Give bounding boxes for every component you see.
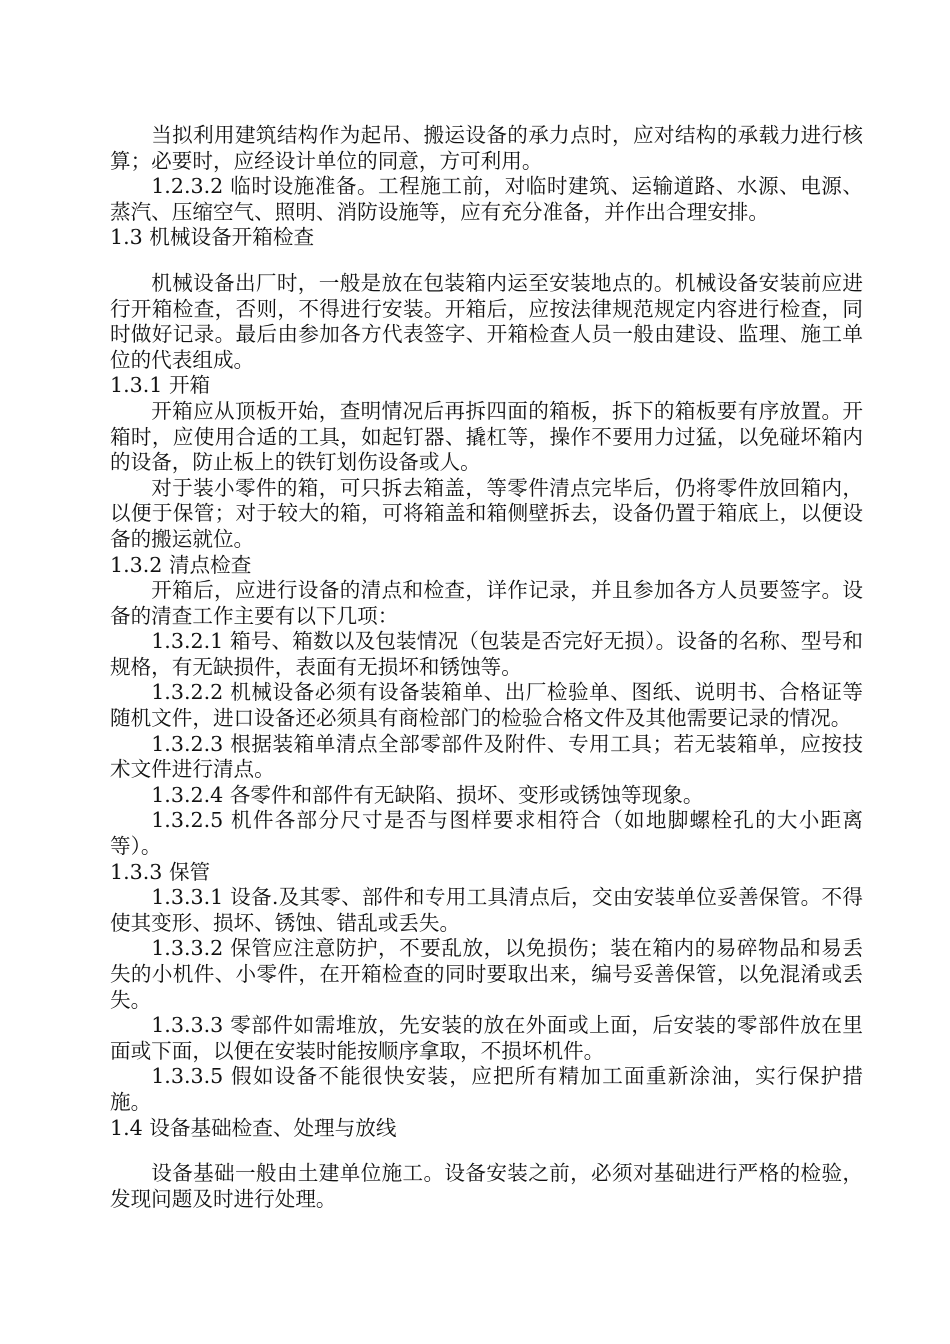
- section-heading-1-3-1: 1.3.1 开箱: [110, 373, 211, 398]
- paragraph-item-1-3-3-1: 1.3.3.1 设备.及其零、部件和专用工具清点后，交由安装单位妥善保管。不得使其变形、损坏、锈蚀、错乱或丢失。: [110, 885, 863, 935]
- section-heading-1-3-3: 1.3.3 保管: [110, 859, 211, 884]
- document-page: [110, 123, 863, 1212]
- paragraph-item-1-3-3-3: 1.3.3.3 零部件如需堆放，先安装的放在外面或上面，后安装的零部件放在里面或下面，以便在安装时能按顺序拿取，不损坏机件。: [110, 1013, 863, 1063]
- paragraph-unboxing-intro: 机械设备出厂时，一般是放在包装箱内运至安装地点的。机械设备安装前应进行开箱检查，否则，不得进行安装。开箱后，应按法律规范规定内容进行检查，同时做好记录。最后由参加各方代表签字、开箱检查人员一般由建设、监理、施工单位的代表组成。: [110, 270, 863, 372]
- paragraph-inventory-intro: 开箱后，应进行设备的清点和检查，详作记录，并且参加各方人员要签字。设备的清查工作主要有以下几项：: [110, 578, 863, 628]
- paragraph-unboxing-procedure: 开箱应从顶板开始，查明情况后再拆四面的箱板，拆下的箱板要有序放置。开箱时，应使用合适的工具，如起钉器、撬杠等，操作不要用力过猛，以免碰坏箱内的设备，防止板上的铁钉划伤设备或人。: [110, 398, 863, 475]
- paragraph-temporary-facilities: 1.2.3.2 临时设施准备。工程施工前，对临时建筑、运输道路、水源、电源、蒸汽、压缩空气、照明、消防设施等，应有充分准备，并作出合理安排。: [110, 174, 863, 224]
- paragraph-item-1-3-2-3: 1.3.2.3 根据装箱单清点全部零部件及附件、专用工具；若无装箱单，应按技术文件进行清点。: [110, 731, 863, 782]
- paragraph-small-parts-box: 对于装小零件的箱，可只拆去箱盖，等零件清点完毕后，仍将零件放回箱内，以便于保管；对于较大的箱，可将箱盖和箱侧壁拆去，设备仍置于箱底上，以便设备的搬运就位。: [110, 475, 863, 551]
- paragraph-item-1-3-3-2: 1.3.3.2 保管应注意防护，不要乱放，以免损伤；装在箱内的易碎物品和易丢失的小机件、小零件，在开箱检查的同时要取出来，编号妥善保管，以免混淆或丢失。: [110, 936, 863, 1012]
- section-heading-1-4: 1.4 设备基础检查、处理与放线: [110, 1115, 397, 1140]
- paragraph-item-1-3-2-2: 1.3.2.2 机械设备必须有设备装箱单、出厂检验单、图纸、说明书、合格证等随机文件，进口设备还必须具有商检部门的检验合格文件及其他需要记录的情况。: [110, 680, 863, 731]
- paragraph-item-1-3-2-5: 1.3.2.5 机件各部分尺寸是否与图样要求相符合（如地脚螺栓孔的大小距离等）。: [110, 808, 863, 859]
- section-heading-1-3-2: 1.3.2 清点检查: [110, 552, 252, 577]
- paragraph-item-1-3-3-5: 1.3.3.5 假如设备不能很快安装，应把所有精加工面重新涂油，实行保护措施。: [110, 1064, 863, 1114]
- paragraph-structural-check: 当拟利用建筑结构作为起吊、搬运设备的承力点时，应对结构的承载力进行核算；必要时，应经设计单位的同意，方可利用。: [110, 123, 863, 173]
- paragraph-foundation-intro: 设备基础一般由土建单位施工。设备安装之前，必须对基础进行严格的检验，发现问题及时进行处理。: [110, 1161, 863, 1211]
- section-heading-1-3: 1.3 机械设备开箱检查: [110, 225, 315, 250]
- paragraph-item-1-3-2-4: 1.3.2.4 各零件和部件有无缺陷、损坏、变形或锈蚀等现象。: [151, 782, 704, 807]
- paragraph-item-1-3-2-1: 1.3.2.1 箱号、箱数以及包装情况（包装是否完好无损）。设备的名称、型号和规格，有无缺损件，表面有无损坏和锈蚀等。: [110, 629, 863, 679]
